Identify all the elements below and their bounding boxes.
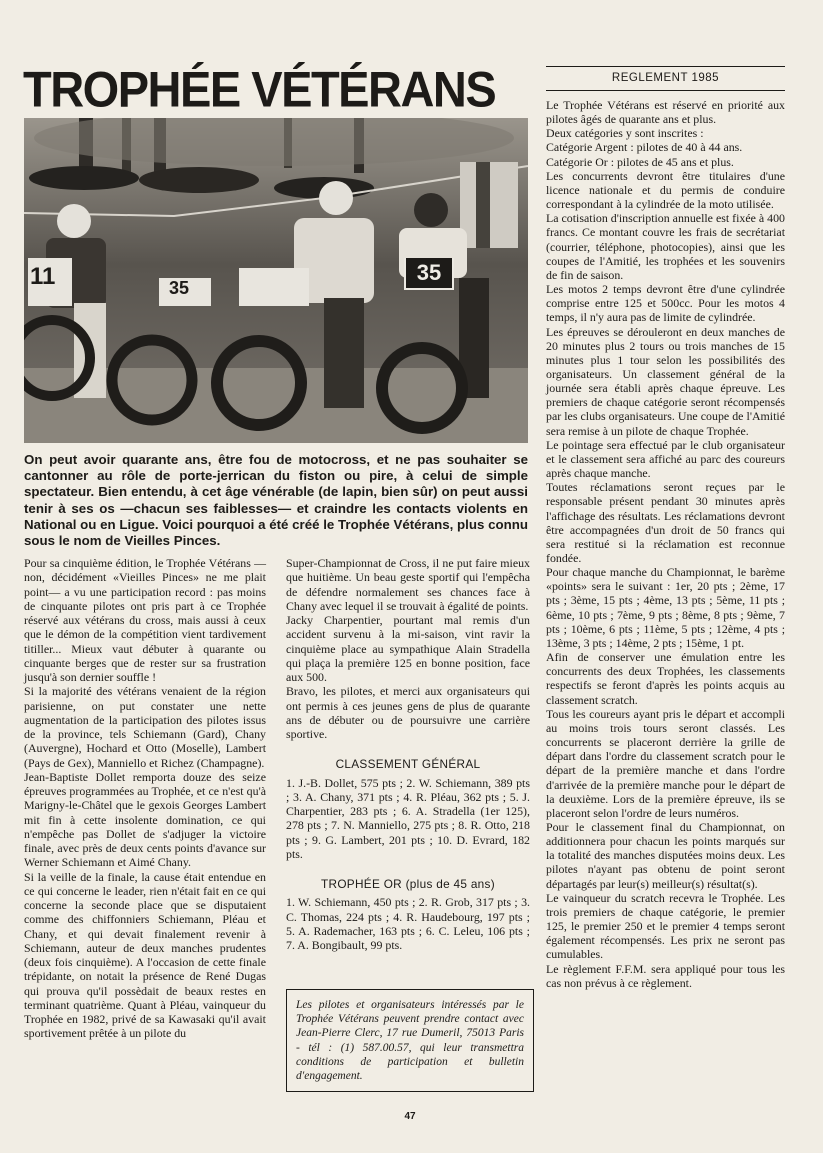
reglement-paragraph: Afin de conserver une émulation entre les concurrents des deux Trophées, les classements respectifs se feront d'après les points acquis au classement scratch. — [546, 650, 785, 707]
trophee-or-results: 1. W. Schiemann, 450 pts ; 2. R. Grob, 317 pts ; 3. C. Thomas, 224 pts ; 4. R. Haudebourg, 197 pts ; 5. A. Rademacher, 163 pts ; 6. C. Leleu, 106 pts ; 7. A. Bongibault, 99 pts. — [286, 895, 530, 952]
reglement-paragraph: Deux catégories y sont inscrites : — [546, 126, 704, 141]
reglement-paragraph: La cotisation d'inscription annuelle est fixée à 400 francs. Ce montant couvre les frais de secrétariat (courrier, téléphone, photocopies), ainsi que les coupes de l'Amitié, les trophées et les souvenirs de fin de saison. — [546, 211, 785, 282]
number-plate-35-left: 35 — [169, 278, 190, 298]
article-column-left — [24, 556, 266, 1041]
reglement-top-rule — [546, 66, 785, 67]
classement-general-results: 1. J.-B. Dollet, 575 pts ; 2. W. Schiemann, 389 pts ; 3. A. Chany, 371 pts ; 4. R. Pléau, 362 pts ; 5. J. Charpentier, 283 pts ; 6. A. Stradella (1er 125), 278 pts ; 7. N. Manniello, 275 pts ; 8. R. Otto, 218 pts ; 9. G. Lambert, 201 pts ; 10. D. Evrard, 182 pts. — [286, 775, 530, 861]
reglement-paragraph: Le vainqueur du scratch recevra le Trophée. Les trois premiers de chaque catégorie, le premier 125, le premier 250 et le premier 4 temps seront également récompensés. Les prix ne seront pas cumulables. — [546, 890, 785, 962]
motocross-photo-illustration — [24, 118, 528, 443]
classement-general-heading: CLASSEMENT GÉNÉRAL — [335, 757, 481, 772]
number-plate-11: 11 — [30, 263, 56, 290]
reglement-heading: REGLEMENT 1985 — [611, 72, 720, 84]
reglement-paragraph: Pour chaque manche du Championnat, le barème «points» sera le suivant : 1er, 20 pts ; 2ème, 17 pts ; 3ème, 15 pts ; 4ème, 13 pts ; 5ème, 11 pts ; 6ème, 10 pts ; 7ème, 9 pts ; 8ème, 8 pts ; 9ème, 7 pts ; 10ème, 6 pts ; 11ème, 5 pts ; 12ème, 4 pts ; 13ème, 3 pts ; 14ème, 2 pts ; 15ème, 1 pt. — [546, 565, 785, 650]
reglement-paragraph: Les épreuves se dérouleront en deux manches de 20 minutes plus 2 tours ou trois manches de 15 minutes plus 1 tour selon les possibilités des organisateurs. Un classement général de la journée sera établi après chaque épreuve. Les premiers de chaque catégorie seront récompensés par les clubs organisateurs. Une coupe de l'Amitié sera remise à un pilote de chaque Trophée. — [546, 324, 785, 438]
trophee-or-heading: TROPHÉE OR (plus de 45 ans) — [321, 877, 495, 891]
reglement-paragraph: Toutes réclamations seront reçues par le responsable présent pendant 30 minutes après l'affichage des résultats. Les réclamations devront être accompagnées d'un droit de 50 francs qui sera restitué si la réclamation est reconnue fondée. — [546, 480, 785, 565]
reglement-paragraph: Catégorie Or : pilotes de 45 ans et plus. — [546, 154, 734, 169]
article-column-middle — [286, 556, 530, 952]
number-plate-35-right: 35 — [406, 258, 452, 288]
reglement-paragraph: Pour le classement final du Championnat, on additionnera pour chacun les points marqués sur la totalité des manches disputées moins deux. Les pilotes n'ayant pas obtenu de point seront départagés par leur(s) meilleur(s) résultat(s). — [546, 819, 785, 891]
reglement-bottom-rule — [546, 90, 785, 91]
article-paragraph: Pour sa cinquième édition, le Trophée Vétérans —non, décidément «Vieilles Pinces» ne me plait point— a vu une participation record : pas moins de cinquante pilotes ont pris part à ce Trophée réservé aux vétérans du cross, mais aussi à ceux que le démon de la compétition vient tardivement titiller... Mieux vaut débuter à quarante ou cinquante berges que de rester sur sa frustration jusqu'à son dernier souffle ! — [24, 556, 266, 684]
reglement-paragraph: Le règlement F.F.M. sera appliqué pour tous les cas non prévus à ce règlement. — [546, 961, 785, 990]
photo-caption: On peut avoir quarante ans, être fou de motocross, et ne pas souhaiter se cantonner au rôle de porte-jerrican du fiston ou pire, à celui de simple spectateur. Bien entendu, à cet âge vénérable (de lapin, bien sûr) on peut aussi tenir à ses os —chacun ses faiblesses— et craindre les contacts violents en National ou en Ligue. Voici pourquoi a été créé le Trophée Vétérans, plus connu sous le nom de Vieilles Pinces. — [24, 452, 528, 549]
article-paragraph: Si la majorité des vétérans venaient de la région parisienne, on put constater une nette augmentation de la participation des pilotes issus de la province, tels Schiemann (Gard), Chany (Auvergne), Hochard et Otto (Moselle), Lambert (Pays de Gex), Manniello et Richez (Champagne). — [24, 684, 266, 770]
reglement-paragraph: Les concurrents devront être titulaires d'une licence nationale et du permis de conduire correspondant à la cylindrée de la moto utilisée. — [546, 168, 785, 212]
contact-box: Les pilotes et organisateurs intéressés par le Trophée Vétérans peuvent prendre contact avec Jean-Pierre Clerc, 17 rue Dumeril, 75013 Paris - tél : (1) 587.00.57, qui leur transmettra conditions de participation et bulletin d'engagement. — [286, 989, 534, 1092]
reglement-column — [546, 98, 785, 990]
reglement-paragraph: Tous les coureurs ayant pris le départ et accompli au moins trois tours seront classés. Les concurrents se placeront derrière la grille de départ dans l'ordre du classement scratch pour le départ de la première manche et dans l'ordre d'arrivée de la première manche pour le départ de la deuxième. Lors de la première épreuve, ils se placeront selon l'ordre de leurs numéros. — [546, 706, 785, 820]
reglement-paragraph: Le pointage sera effectué par le club organisateur et le classement sera affiché au parc des coureurs après chaque manche. — [546, 437, 785, 481]
article-paragraph: Super-Championnat de Cross, il ne put faire mieux que huitième. Un beau geste sportif qui l'empêcha de défendre normalement ses chances face à Chany avec lequel il se trouvait à égalité de points. — [286, 556, 530, 613]
article-title: TROPHÉE VÉTÉRANS — [23, 60, 496, 118]
article-paragraph: Jean-Baptiste Dollet remporta douze des seize épreuves programmées au Trophée, et ce n'est qu'à Marigny-le-Châtel que le gexois Georges Lambert mit fin à cette insolente domination, ce qui n'empêche pas Dollet de s'adjuger la victoire finale, avec près de deux cents points d'avance sur Werner Schiemann et Aimé Chany. — [24, 769, 266, 870]
page-number: 47 — [404, 1111, 416, 1122]
article-paragraph: Jacky Charpentier, pourtant mal remis d'un accident survenu à la mi-saison, vint ravir la cinquième place au sympathique Alain Stradella qui plaça la première 125 en bonne position, face aux 500. — [286, 613, 530, 684]
reglement-paragraph: Le Trophée Vétérans est réservé en priorité aux pilotes âgés de quarante ans et plus. — [546, 98, 785, 127]
article-paragraph: Si la veille de la finale, la cause était entendue en ce qui concerne le leader, rien n'était fait en ce qui concerne la seconde place que se disputaient comme des chiffonniers Schiemann, Pléau et Chany, et qui devait finalement revenir à Schiemann, auteur de deux manches prudentes (deux fois cinquième). A l'occasion de cette finale trépidante, on notait la présence de René Dugas qui prouva qu'il possèdait de beaux restes en terminant quatrième. Quant à Pléau, vainqueur du Trophée en 1982, privé de sa Kawasaki qu'il avait sportivement prêtée à un pilote du — [24, 869, 266, 1041]
motocross-photo — [24, 118, 528, 443]
reglement-paragraph: Catégorie Argent : pilotes de 40 à 44 ans. — [546, 140, 743, 155]
article-paragraph: Bravo, les pilotes, et merci aux organisateurs qui ont permis à ces jeunes gens de plus de quarante ans de débuter ou de poursuivre une carrière sportive. — [286, 684, 530, 741]
reglement-paragraph: Les motos 2 temps devront être d'une cylindrée comprise entre 125 et 500cc. Pour les motos 4 temps, il n'y aura pas de limite de cylindrée. — [546, 282, 785, 325]
